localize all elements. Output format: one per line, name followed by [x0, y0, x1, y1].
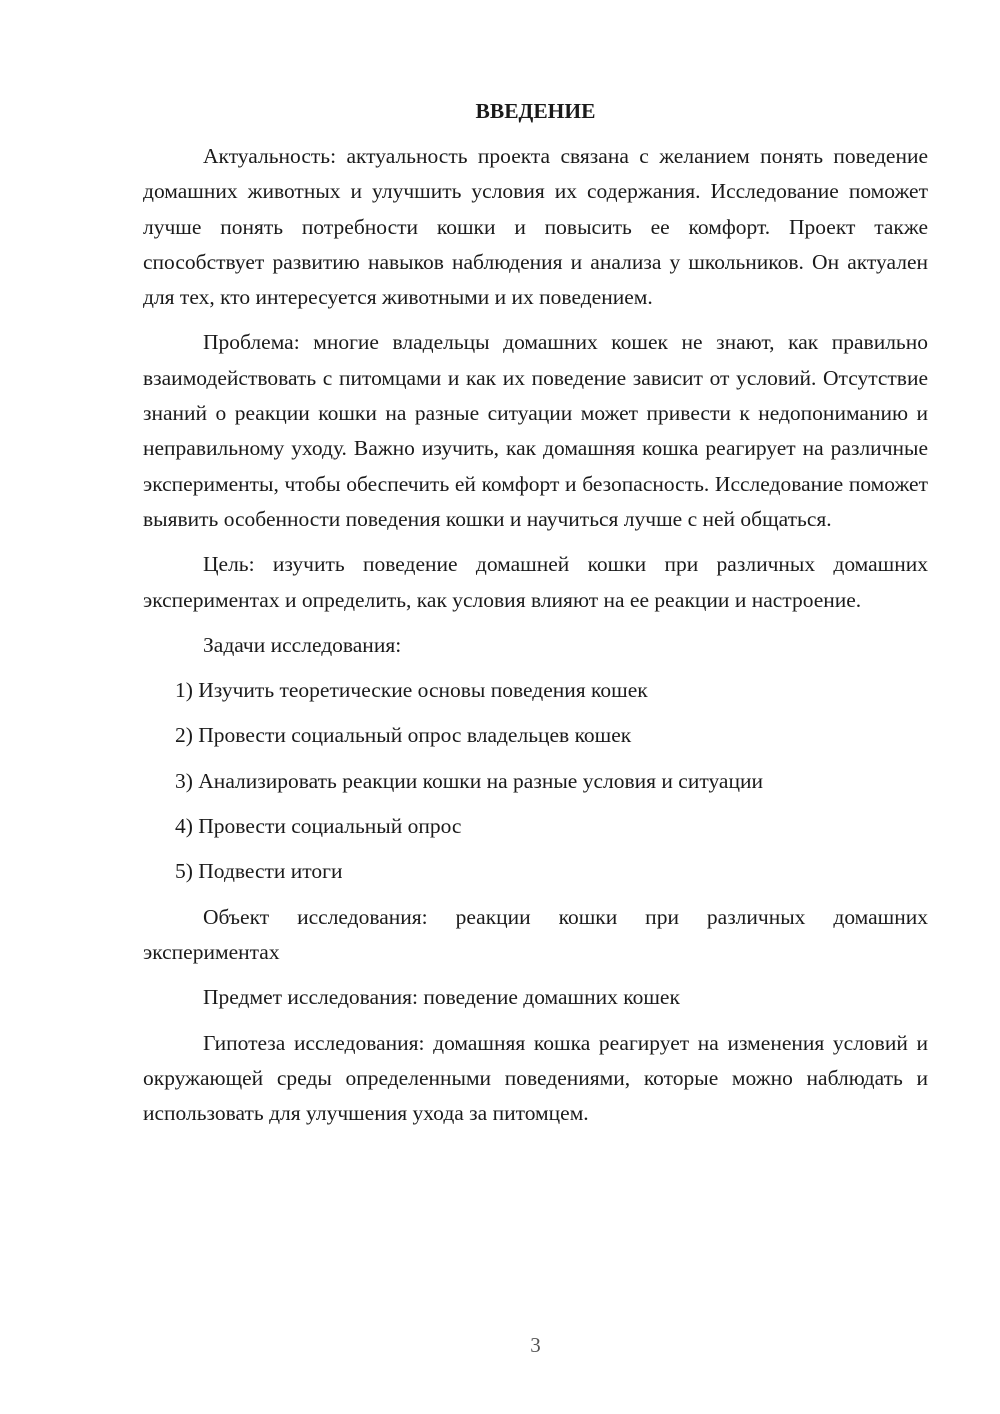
list-item: 3) Анализировать реакции кошки на разные условия и ситуации — [175, 768, 763, 793]
tasks-title: Задачи исследования: — [203, 632, 402, 657]
relevance-paragraph: Актуальность: актуальность проекта связана с желанием понять поведение домашних животных и улучшить условия их содержания. Исследование поможет лучше понять потребности кошки и повысить ее комфорт. Проект также способствует развитию навыков наблюдения и анализа у школьников. Он актуален для тех, кто интересуется животными и их поведением. — [143, 144, 928, 310]
hypothesis-paragraph: Гипотеза исследования: домашняя кошка реагирует на изменения условий и окружающей среды определенными поведениями, которые можно наблюдать и использовать для улучшения ухода за питомцем. — [143, 1030, 928, 1126]
section-heading: ВВЕДЕНИЕ — [475, 99, 596, 123]
list-item: 1) Изучить теоретические основы поведения кошек — [175, 678, 648, 703]
document-page — [143, 96, 928, 1141]
list-item: 5) Подвести итоги — [175, 859, 343, 884]
list-item: 2) Провести социальный опрос владельцев кошек — [175, 723, 632, 748]
page-number: 3 — [530, 1333, 541, 1357]
tasks-list — [143, 673, 928, 889]
list-item: 4) Провести социальный опрос — [175, 814, 462, 839]
goal-paragraph: Цель: изучить поведение домашней кошки при различных домашних экспериментах и определить, как условия влияют на ее реакции и настроение. — [143, 552, 928, 612]
problem-paragraph: Проблема: многие владельцы домашних кошек не знают, как правильно взаимодействовать с питомцами и как их поведение зависит от условий. Отсутствие знаний о реакции кошки на разные ситуации может привести к недопониманию и неправильному уходу. Важно изучить, как домашняя кошка реагирует на различные эксперименты, чтобы обеспечить ей комфорт и безопасность. Исследование поможет выявить особенности поведения кошки и научиться лучше с ней общаться. — [143, 330, 928, 531]
subject-paragraph: Предмет исследования: поведение домашних кошек — [203, 985, 680, 1010]
object-paragraph: Объект исследования: реакции кошки при различных домашних экспериментах — [143, 904, 928, 964]
